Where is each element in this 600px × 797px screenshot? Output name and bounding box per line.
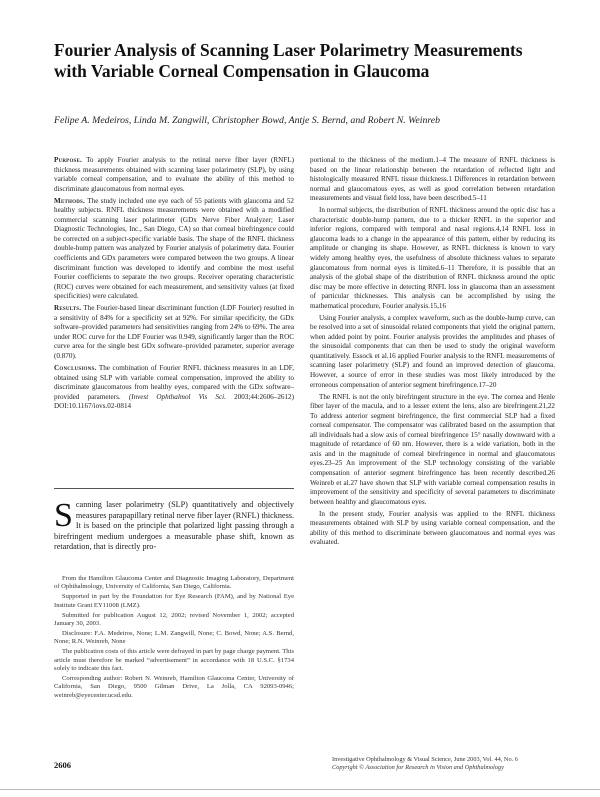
page-number: 2606 — [54, 760, 71, 770]
journal-info: Investigative Ophthalmology & Visual Science, June 2003, Vol. 44, No. 6 — [332, 756, 518, 763]
citation-details: 2003;44:2606–2612) DOI:10.1167/iovs.02-0814 — [54, 392, 294, 411]
abstract-results — [54, 304, 294, 361]
methods-label: Methods. — [54, 196, 85, 205]
journal-footer — [332, 756, 572, 772]
body-paragraph: portional to the thickness of the medium.1–4 The measure of RNFL thickness is based on the linear relationship between the retardation of reflected light and histologically measured RNFL tissue thickness.1 Differences in retardation between normal and glaucomatous eyes, as well as good correlation between retardation measurements and visual field loss, have been described.5–11 — [310, 156, 555, 203]
results-label: Results. — [54, 304, 82, 313]
body-paragraph: The RNFL is not the only birefringent structure in the eye. The cornea and Henle fiber layer of the macula, and to a lesser extent the lens, also are birefringent.21,22 To address anterior segment birefringence, the first commercial SLP had a fixed corneal compensator. The compensator was calibrated based on the assumption that all individuals had a slow axis of corneal birefringence 15° nasally downward with a magnitude of retardance of 60 nm. However, there is a wide variation, both in the axis and in the magnitude of corneal birefringence in normal and glaucomatous eyes.23–25 An improvement of the SLP technology consisting of the variable compensation of anterior segment birefringence has been recently described.26 Weinreb et al.27 have shown that SLP with variable corneal compensation results in improvement of the sensitivity and specificity of several parameters to discriminate between healthy and glaucomatous eyes. — [310, 392, 555, 506]
footnote-corresponding-author: Corresponding author: Robert N. Weinreb, Hamilton Glaucoma Center, University of California, San Diego, 9500 Gilman Drive, La Jolla, CA 92093-0946; weinreb@eyecenter.ucsd.edu. — [54, 674, 294, 699]
body-paragraph: In normal subjects, the distribution of RNFL thickness around the optic disc has a characteristic double-hump pattern, due to a thicker RNFL in the superior and inferior regions, compared with temporal and nasal regions.4,14 RNFL loss in glaucoma leads to a change in the appearance of this pattern, either by reducing its amplitude or changing its shape. However, as RNFL thickness is known to vary widely among healthy eyes, the usefulness of absolute thickness values to separate glaucomatous from normal eyes is limited.6–11 Therefore, it is possible that an analysis of the global shape of the distribution of RNFL thickness around the optic disc may be more effective in detecting RNFL loss in glaucoma than an assessment of particular thicknesses. This analysis can be accomplished by using the mathematical procedure, Fourier analysis.15,16 — [310, 206, 555, 310]
copyright-notice: Copyright © Association for Research in Vision and Ophthalmology — [332, 763, 504, 771]
purpose-label: Purpose. — [54, 156, 83, 164]
footnote-disclosure: Disclosure: F.A. Medeiros, None; L.M. Zangwill, None; C. Bowd, None; A.S. Bernd, None; R.N. Weinreb, None — [54, 629, 294, 646]
conclusions-text: The combination of Fourier RNFL thickness measures in an LDF, obtained using SLP with variable corneal compensation, improved the ability to discriminate glaucomatous from healthy eyes, compared with the GDx software–provided parameters. — [54, 363, 294, 401]
introduction-text: canning laser polarimetry (SLP) quantitatively and objectively measures parapapillary retinal nerve fiber layer (RNFL) thickness. It is based on the principle that polarized light passing through a birefringent medium undergoes a measurable phase shift, known as retardation, that is directly pro- — [54, 500, 294, 552]
methods-text: The study included one eye each of 55 patients with glaucoma and 52 healthy subjects. RNFL thickness measurements were obtained with a modified commercial scanning laser polarimeter (GDx Nerve Fiber Analyzer; Laser Diagnostic Technologies, Inc., San Diego, CA) so that corneal birefringence could be corrected on a subject-specific variable basis. The shape of the RNFL thickness double-hump pattern was analyzed by Fourier analysis of polarimetry data. Fourier coefficients and GDx parameters were compared between the two groups. A linear discriminant function was developed to identify and combine the most useful Fourier coefficients to separate the two groups. Receiver operating characteristic (ROC) curves were obtained for each measurement, and sensitivity values (at fixed specificities) were calculated. — [54, 196, 294, 301]
footnote-support: Supported in part by the Foundation for Eye Research (FAM), and by National Eye Institute Grant EY11008 (LMZ). — [54, 593, 294, 609]
abstract-conclusions — [54, 364, 294, 412]
body-paragraph: In the present study, Fourier analysis was applied to the RNFL thickness measurements obtained with SLP by using variable corneal compensation, and the ability of this method to discriminate between glaucomatous and normal eyes was evaluated. — [310, 509, 555, 547]
page-bottom-divider — [0, 789, 600, 790]
footnotes — [54, 575, 294, 702]
citation-journal: (Invest Ophthalmol Vis Sci. — [128, 392, 226, 401]
conclusions-label: Conclusions. — [54, 363, 97, 372]
introduction-paragraph — [54, 497, 294, 553]
body-column-right — [310, 156, 555, 550]
abstract-methods — [54, 197, 294, 302]
purpose-text: To apply Fourier analysis to the retinal nerve fiber layer (RNFL) thickness measurements obtained with scanning laser polarimetry (SLP), by using variable corneal compensation, and to evaluate the ability of this method to discriminate glaucomatous from normal eyes. — [54, 156, 295, 193]
footnote-publication-costs: The publication costs of this article were defrayed in part by page charge payment. This article must therefore be marked “advertisement” in accordance with 18 U.S.C. §1734 solely to indicate this fact. — [54, 648, 294, 673]
abstract-column — [54, 156, 294, 414]
footnote-affiliation: From the Hamilton Glaucoma Center and Diagnostic Imaging Laboratory, Department of Ophthalmology, University of California, San Diego, California. — [54, 575, 294, 591]
abstract-purpose — [54, 156, 294, 194]
footnote-submission: Submitted for publication August 12, 2002; revised November 1, 2002; accepted January 30, 2003. — [54, 611, 294, 628]
author-list: Felipe A. Medeiros, Linda M. Zangwill, Christopher Bowd, Antje S. Bernd, and Robert N. Weinreb — [54, 115, 441, 126]
body-paragraph: Using Fourier analysis, a complex waveform, such as the double-hump curve, can be resolved into a set of sinusoidal related components that yield the original pattern, when added point by point. Fourier analysis provides the amplitudes and phases of the sinusoidal components that can then be used to study the original waveform quantitatively. Essock et al.16 applied Fourier analysis to the RNFL measurements of scanning laser polarimetry (SLP) and found an improved detection of glaucoma. However, a source of error in these studies was most likely introduced by the erroneous compensation of anterior segment birefringence.17–20 — [310, 313, 555, 389]
article-title: Fourier Analysis of Scanning Laser Polarimetry Measurements with Variable Corneal Compensation in Glaucoma — [54, 40, 523, 81]
results-text: The Fourier-based linear discriminant function (LDF Fourier) resulted in a sensitivity of 84% for a specificity set at 92%. For similar specificity, the GDx software–provided parameters had sensitivities ranging from 24% to 69%. The area under ROC curve for the LDF Fourier was 0.949, significantly larger than the ROC curve area for the single best GDx software–provided parameter, superior average (0.870). — [54, 304, 295, 360]
drop-cap: S — [54, 497, 73, 534]
abstract-divider — [54, 488, 294, 489]
